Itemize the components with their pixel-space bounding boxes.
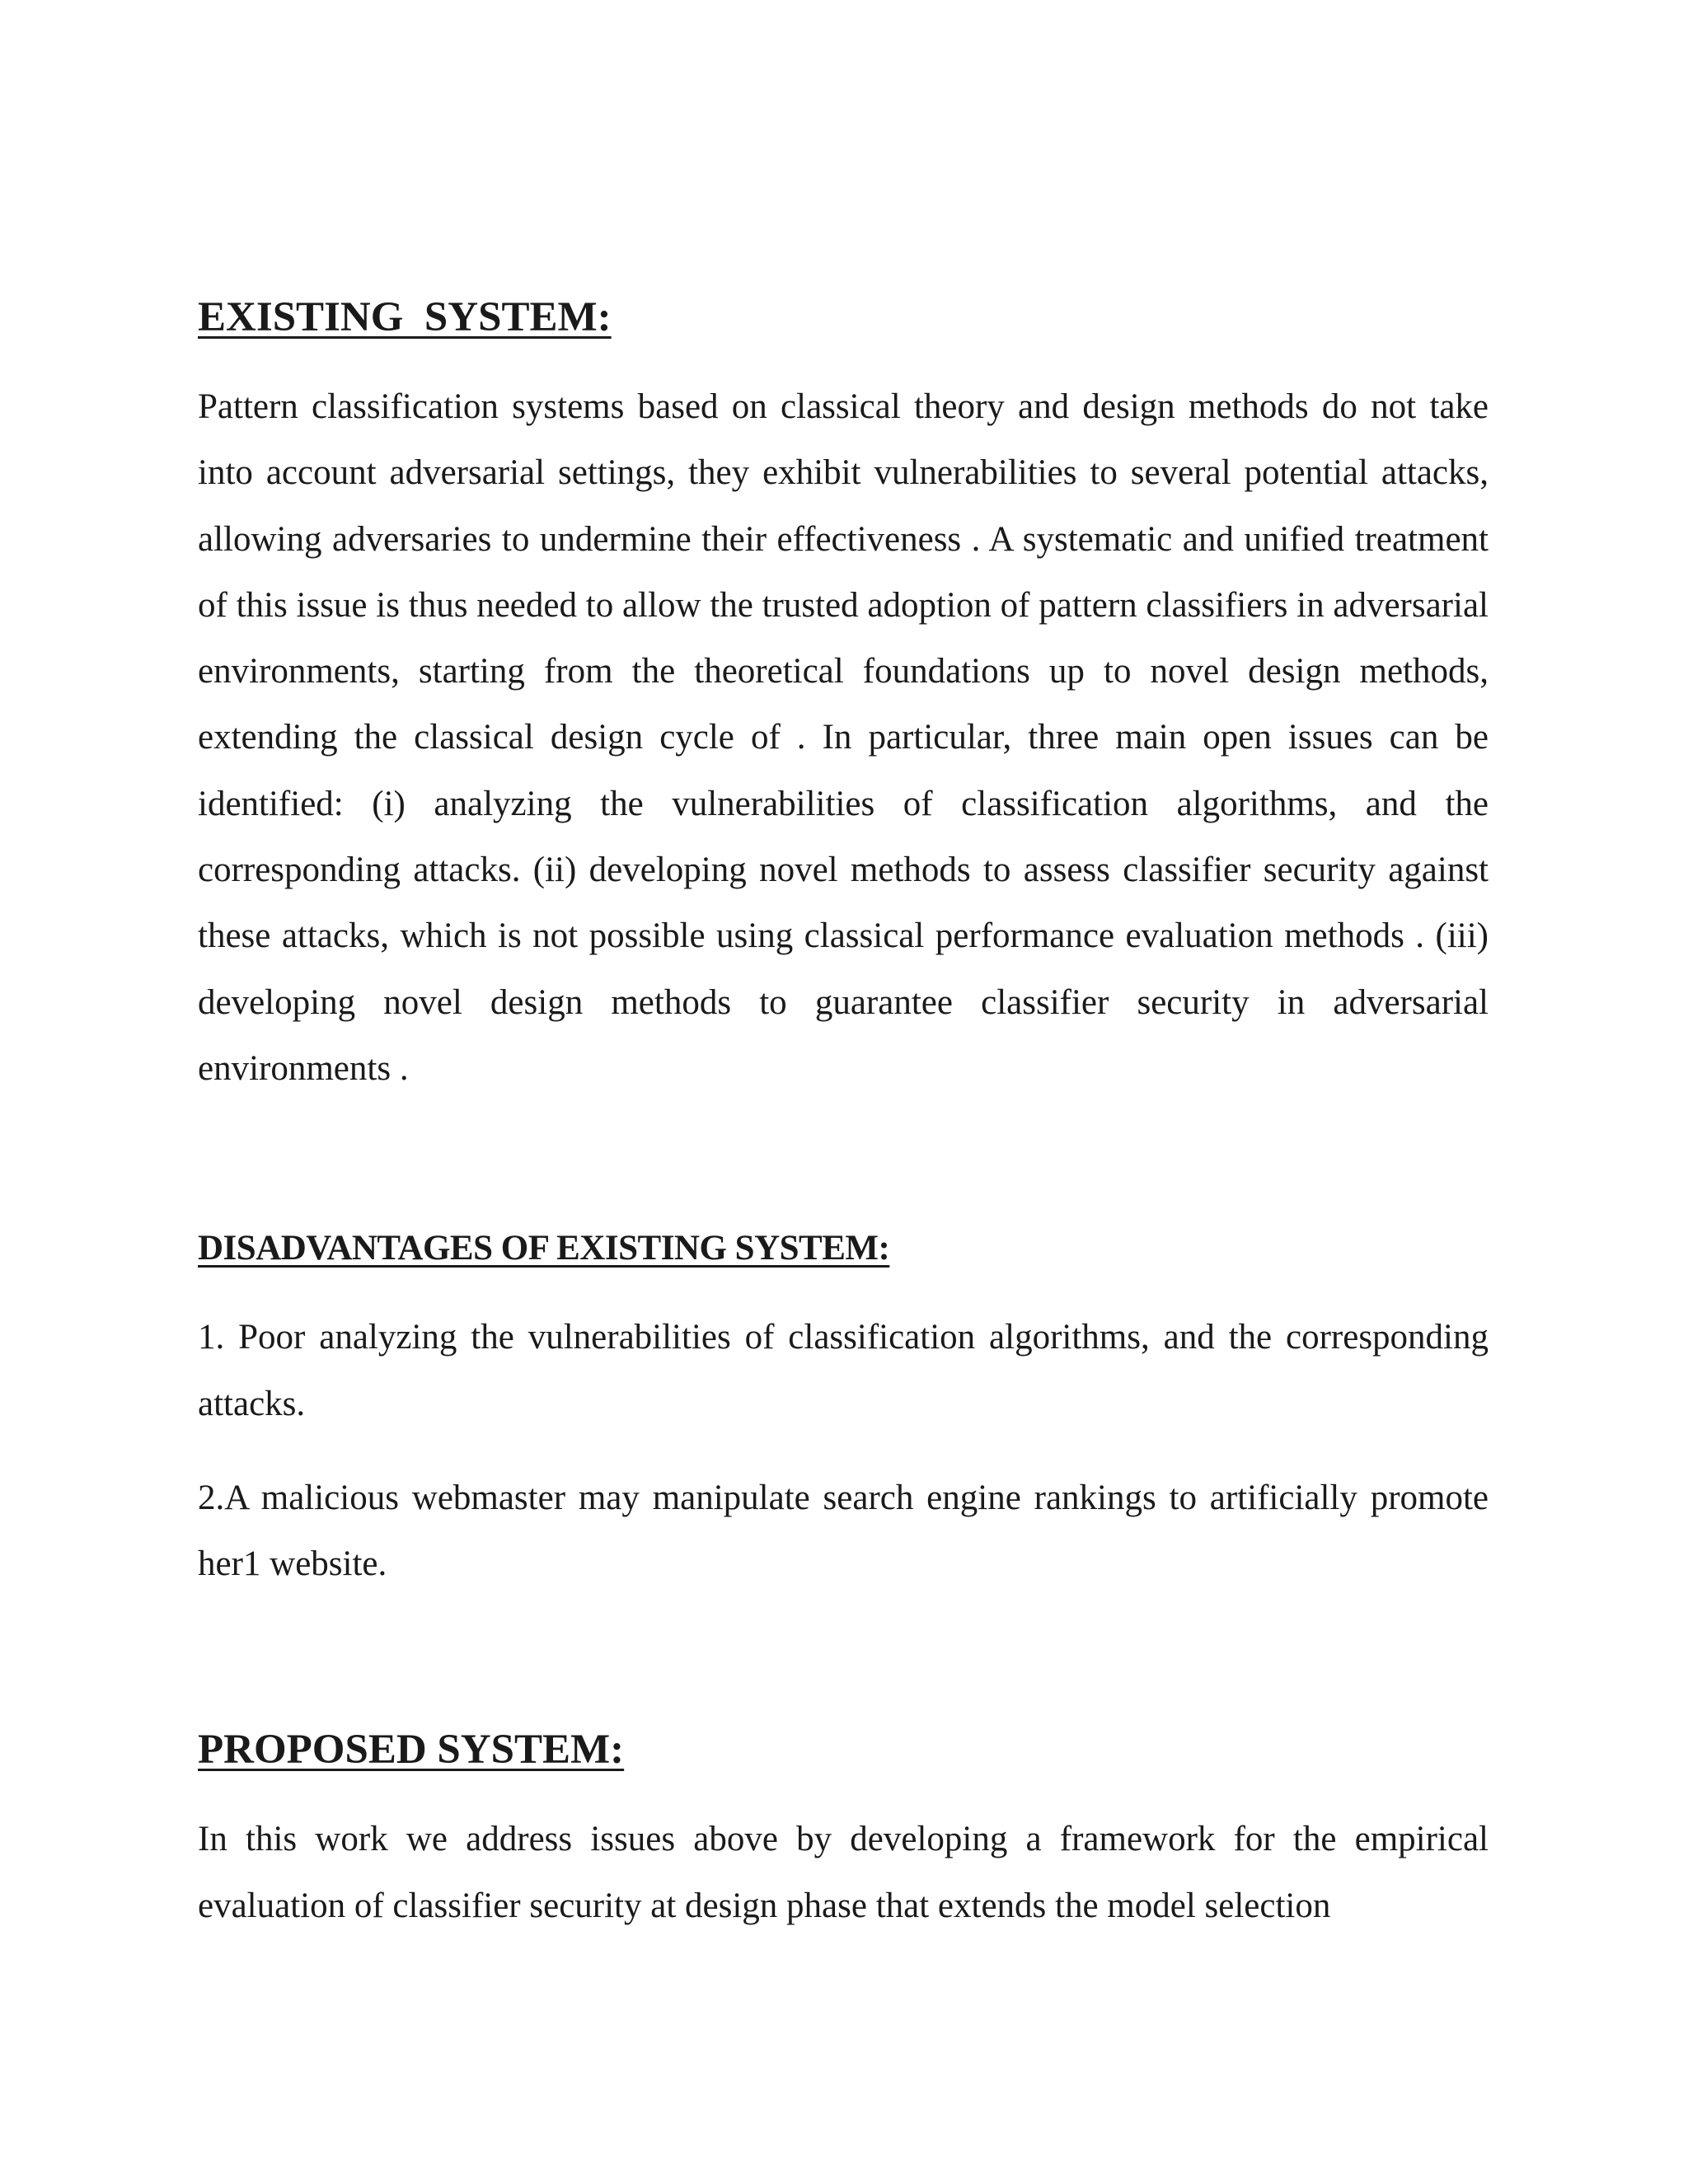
existing-system-paragraph: Pattern classification systems based on classical theory and design methods do not take into account adversarial settings, they exhibit vulnerabilities to several potential attacks, allowing adversaries to undermine their effectiveness . A systematic and unified treatment of this issue is thus needed to allow the trusted adoption of pattern classifiers in adversarial environments, starting from the theoretical foundations up to novel design methods, extending the classical design cycle of . In particular, three main open issues can be identified: (i) analyzing the vulnerabilities of classification algorithms, and the corresponding attacks. (ii) developing novel methods to assess classifier security against these attacks, which is not possible using classical performance evaluation methods . (iii) developing novel design methods to guarantee classifier security in adversarial environments . [198, 387, 1489, 1088]
existing-system-heading: EXISTING SYSTEM: [198, 294, 612, 340]
disadvantage-item-1: 1. Poor analyzing the vulnerabilities of classification algorithms, and the corresponding attacks. [198, 1318, 1489, 1423]
page-content [198, 290, 1489, 1939]
proposed-system-paragraph: In this work we address issues above by developing a framework for the empirical evaluation of classifier security at design phase that extends the model selection [198, 1820, 1489, 1925]
disadvantages-heading: DISADVANTAGES OF EXISTING SYSTEM: [198, 1229, 890, 1268]
proposed-system-heading: PROPOSED SYSTEM: [198, 1727, 625, 1774]
disadvantage-item-2: 2.A malicious webmaster may manipulate search engine rankings to artificially promote her1 website. [198, 1478, 1489, 1584]
